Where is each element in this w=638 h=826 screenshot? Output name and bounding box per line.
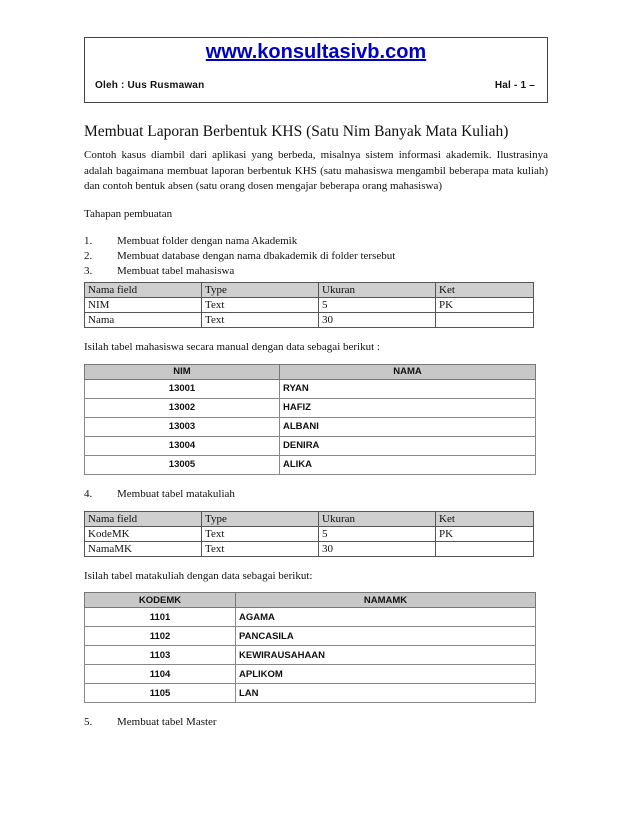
table-cell <box>436 541 534 556</box>
table-cell: NIM <box>85 298 202 313</box>
column-header: Ket <box>436 511 534 526</box>
column-header: NAMA <box>280 364 536 379</box>
table-cell: Text <box>202 313 319 328</box>
table-row <box>85 541 534 556</box>
table-cell: 5 <box>319 526 436 541</box>
table-cell: 13003 <box>85 417 280 436</box>
step-2 <box>84 249 548 264</box>
table-header-row <box>85 593 536 608</box>
document-title: Membuat Laporan Berbentuk KHS (Satu Nim Banyak Mata Kuliah) <box>84 123 509 140</box>
step-number: 1. <box>84 235 93 247</box>
table-row <box>85 455 536 474</box>
table-header-row <box>85 283 534 298</box>
table-cell: PK <box>436 298 534 313</box>
mahasiswa-data-table <box>84 364 536 475</box>
table-row <box>85 526 534 541</box>
table-cell: 1105 <box>85 684 236 703</box>
column-header: Ukuran <box>319 283 436 298</box>
step-text: Membuat database dengan nama dbakademik di folder tersebut <box>117 250 396 262</box>
column-header: Nama field <box>85 283 202 298</box>
step-number: 2. <box>84 250 93 262</box>
step-text: Membuat tabel Master <box>117 716 217 728</box>
table-cell: Text <box>202 541 319 556</box>
table-header-row <box>85 364 536 379</box>
table-cell: ALIKA <box>280 455 536 474</box>
document-body <box>84 122 548 730</box>
column-header: Ket <box>436 283 534 298</box>
step-1 <box>84 234 548 249</box>
column-header: NIM <box>85 364 280 379</box>
step-number: 3. <box>84 265 93 277</box>
intro-paragraph: Contoh kasus diambil dari aplikasi yang berbeda, misalnya sistem informasi akademik. Ilustrasinya adalah bagaimana membuat laporan berbentuk KHS (satu mahasiswa mengambil beberapa mata kuliah) dan contoh bentuk absen (satu orang dosen mengajar beberapa orang mahasiswa) <box>84 149 548 192</box>
table-cell: 30 <box>319 313 436 328</box>
step-text: Membuat tabel mahasiswa <box>117 265 235 277</box>
table-cell: 5 <box>319 298 436 313</box>
table-cell: Text <box>202 526 319 541</box>
table-cell: HAFIZ <box>280 398 536 417</box>
column-header: Ukuran <box>319 511 436 526</box>
table-cell: Text <box>202 298 319 313</box>
table-cell: LAN <box>236 684 536 703</box>
table-row <box>85 436 536 455</box>
site-url-link[interactable]: www.konsultasivb.com <box>205 41 427 63</box>
step-3 <box>84 264 548 279</box>
table-row <box>85 646 536 665</box>
table-cell: KodeMK <box>85 526 202 541</box>
table-cell: APLIKOM <box>236 665 536 684</box>
table-header-row <box>85 511 534 526</box>
column-header: Type <box>202 511 319 526</box>
table-cell: 13002 <box>85 398 280 417</box>
table-cell: NamaMK <box>85 541 202 556</box>
mahasiswa-data-note: Isilah tabel mahasiswa secara manual dengan data sebagai berikut : <box>84 341 380 353</box>
table-cell: 13004 <box>85 436 280 455</box>
column-header: NAMAMK <box>236 593 536 608</box>
table-cell: PK <box>436 526 534 541</box>
matakuliah-structure-table <box>84 511 534 557</box>
table-row <box>85 608 536 627</box>
page-header <box>84 37 548 103</box>
author-label: Oleh : Uus Rusmawan <box>95 80 205 91</box>
table-cell: ALBANI <box>280 417 536 436</box>
step-text: Membuat tabel matakuliah <box>117 487 235 500</box>
matakuliah-data-note: Isilah tabel matakuliah dengan data sebagai berikut: <box>84 569 313 582</box>
step-5 <box>84 715 548 730</box>
table-row <box>85 379 536 398</box>
table-cell: 1101 <box>85 608 236 627</box>
table-cell: 30 <box>319 541 436 556</box>
table-cell: Nama <box>85 313 202 328</box>
table-cell: DENIRA <box>280 436 536 455</box>
column-header: Nama field <box>85 511 202 526</box>
mahasiswa-structure-table <box>84 282 534 328</box>
step-number: 4. <box>84 487 93 500</box>
table-cell: 1103 <box>85 646 236 665</box>
matakuliah-data-table <box>84 592 536 703</box>
table-cell: 13005 <box>85 455 280 474</box>
column-header: KODEMK <box>85 593 236 608</box>
table-row <box>85 398 536 417</box>
step-4 <box>84 487 548 502</box>
table-cell: 1102 <box>85 627 236 646</box>
page-number: Hal - 1 – <box>494 80 535 91</box>
step-number: 5. <box>84 716 93 728</box>
table-row <box>85 417 536 436</box>
table-cell: KEWIRAUSAHAAN <box>236 646 536 665</box>
step-text: Membuat folder dengan nama Akademik <box>117 235 298 247</box>
table-row <box>85 627 536 646</box>
table-cell: 1104 <box>85 665 236 684</box>
table-cell: AGAMA <box>236 608 536 627</box>
table-cell: PANCASILA <box>236 627 536 646</box>
table-row <box>85 665 536 684</box>
table-cell: RYAN <box>280 379 536 398</box>
table-row <box>85 313 534 328</box>
table-cell: 13001 <box>85 379 280 398</box>
tahapan-heading: Tahapan pembuatan <box>84 207 173 220</box>
column-header: Type <box>202 283 319 298</box>
table-row <box>85 684 536 703</box>
table-row <box>85 298 534 313</box>
table-cell <box>436 313 534 328</box>
